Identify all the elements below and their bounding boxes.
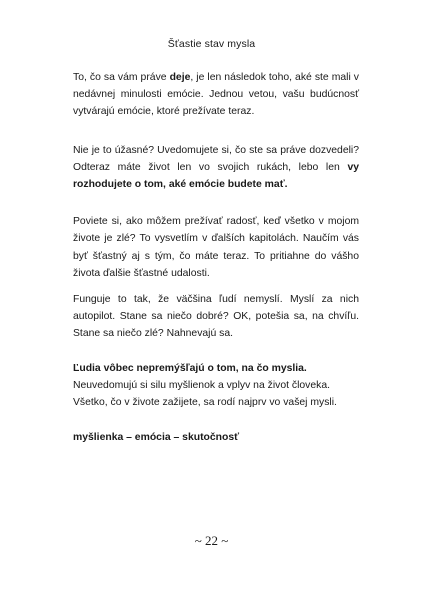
- p1-text-2: , je len následok toho, aké ste mali v nedávnej minulosti emócie. Jednou vetou, vašu budúcnosť vytvárajú emócie, ktoré prežívate teraz.: [73, 72, 359, 118]
- paragraph-1: [73, 69, 359, 121]
- paragraph-2: [73, 142, 359, 194]
- paragraph-3: Poviete si, ako môžem prežívať radosť, keď všetko v mojom živote je zlé? To vysvetlím v ďalších kapitolách. Naučím vás byť šťastný aj s tým, čo máte teraz. To pritiahne do vášho života ďalšie šťastné udalosti.: [73, 216, 359, 279]
- paragraph-5: [73, 360, 359, 412]
- p5-line-2: Neuvedomujú si silu myšlienok a vplyv na život človeka.: [73, 379, 330, 391]
- paragraph-4: Funguje to tak, že väčšina ľudí nemyslí. Myslí za nich autopilot. Stane sa niečo dobré? OK, potešia sa, na chvíľu. Stane sa niečo zlé? Nahnevajú sa.: [73, 294, 359, 340]
- p6-bold-1: myšlienka – emócia – skutočnosť: [73, 432, 240, 444]
- p1-text-1: To, čo sa vám práve: [73, 72, 170, 83]
- p1-bold-1: deje: [169, 72, 191, 83]
- paragraph-6: [73, 429, 359, 446]
- p5-line-3: Všetko, čo v živote zažijete, sa rodí najprv vo vašej mysli.: [73, 397, 337, 409]
- p2-text-1: Nie je to úžasné? Uvedomujete si, čo ste sa práve dozvedeli? Odteraz máte život len vo svojich rukách, lebo len: [73, 144, 359, 173]
- p5-bold-1: Ľudia vôbec nepremýšľajú o tom, na čo myslia.: [73, 362, 307, 374]
- page-number: ~ 22 ~: [194, 533, 229, 548]
- running-header: Šťastie stav mysla: [167, 38, 256, 50]
- body-text: [73, 69, 359, 446]
- p2-bold-1: vy rozhodujete o tom, aké emócie budete mať.: [73, 161, 359, 191]
